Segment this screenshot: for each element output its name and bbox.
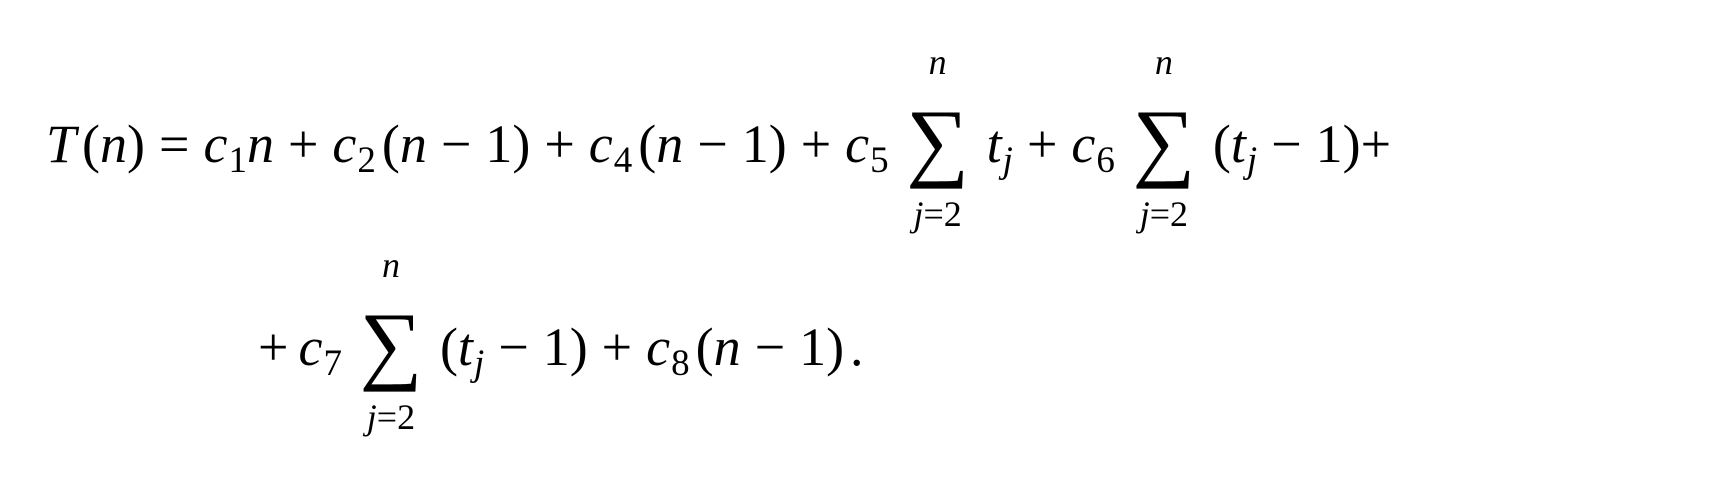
summation-upper-limit: n [928,42,947,82]
plus-sign: + [287,114,319,174]
lower-limit-value: =2 [923,194,962,234]
number-one: 1 [799,317,827,377]
symbol-n: n [713,317,741,377]
open-paren: ( [381,114,400,174]
close-paren: ) [768,114,787,174]
plus-sign-leading: + [258,317,289,377]
subscript-5: 5 [870,140,889,181]
coefficient-c4: c [588,114,613,174]
subscript-8: 8 [671,343,690,384]
summation-1 [897,42,979,234]
plus-sign: + [1026,114,1058,174]
plus-sign: + [800,114,832,174]
subscript-6: 6 [1096,140,1115,181]
symbol-t: t [1230,114,1246,174]
symbol-n: n [246,114,274,174]
summation-sigma: ∑ [359,296,423,393]
period: . [850,317,864,377]
minus-sign: − [498,317,529,377]
plus-sign: + [601,317,633,377]
number-one: 1 [542,317,570,377]
summation-upper-limit: n [1154,42,1173,82]
symbol-n: n [100,114,128,174]
close-paren: ) [127,114,146,174]
coefficient-c6: c [1071,114,1096,174]
symbol-t: t [986,114,1002,174]
summation-3 [350,245,432,437]
equation-line-2 [248,245,864,437]
coefficient-c7: c [298,317,323,377]
symbol-T: T [46,114,77,174]
subscript-4: 4 [613,140,633,181]
open-paren: ( [439,317,458,377]
summation-lower-limit [350,399,432,435]
close-paren: ) [826,317,845,377]
coefficient-c8: c [646,317,671,377]
summation-2 [1123,42,1205,234]
plus-sign: + [544,114,575,174]
lower-limit-value: =2 [376,397,416,437]
coefficient-c5: c [845,114,870,174]
index-j: j [1139,194,1150,234]
open-paren: ( [695,317,714,377]
close-paren: ) [569,317,588,377]
index-j: j [366,397,377,437]
minus-sign: − [754,317,786,377]
index-j: j [913,194,924,234]
summation-sigma: ∑ [906,93,969,190]
minus-sign: − [1271,114,1302,174]
symbol-t: t [457,317,473,377]
subscript-j: j [473,343,485,384]
symbol-n: n [656,114,684,174]
open-paren: ( [638,114,657,174]
summation-sigma: ∑ [1132,93,1196,190]
lower-limit-value: =2 [1149,194,1189,234]
minus-sign: − [697,114,728,174]
subscript-1: 1 [228,140,247,181]
equals-sign: = [159,114,190,174]
minus-sign: − [440,114,472,174]
open-paren: ( [1212,114,1231,174]
subscript-j: j [1002,140,1013,181]
summation-upper-limit: n [381,245,400,285]
symbol-n: n [399,114,427,174]
subscript-2: 2 [357,140,376,181]
coefficient-c1: c [203,114,228,174]
number-one: 1 [1315,114,1343,174]
number-one: 1 [741,114,769,174]
number-one: 1 [485,114,513,174]
equation-line-1 [46,42,1392,234]
summation-lower-limit [1123,196,1205,232]
summation-lower-limit [897,196,979,232]
plus-sign-trailing: + [1360,114,1392,174]
open-paren: ( [82,114,101,174]
subscript-7: 7 [323,343,342,384]
subscript-j: j [1246,140,1258,181]
close-paren: ) [1342,114,1361,174]
close-paren: ) [512,114,531,174]
coefficient-c2: c [332,114,357,174]
